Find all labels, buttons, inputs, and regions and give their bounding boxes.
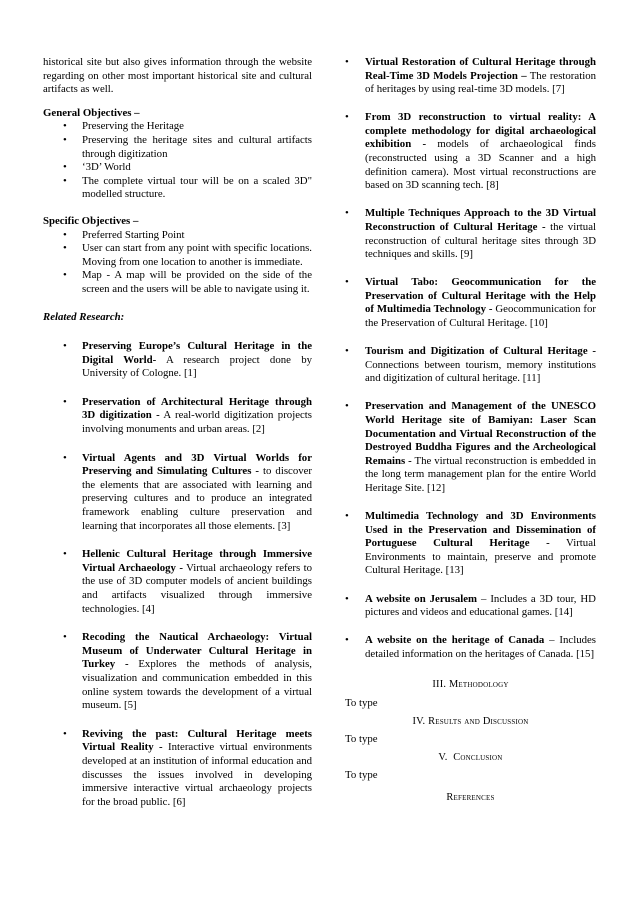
- section-title: References: [446, 791, 495, 803]
- item-text: – Includes a 3D tour, HD pictures and videos and educational games. [14]: [365, 592, 596, 619]
- item-text: Geocommunication for the Preservation of Cultural Heritage. [10]: [365, 303, 597, 329]
- related-research-heading: Related Research:: [43, 310, 125, 323]
- specific-objectives-list: [43, 229, 312, 297]
- item-text: to discover the elements that are associated with learning and preserving cultures and to produce an integrated framework enabling culture preservation and learning that incorporates all those elements. [3]: [82, 465, 313, 532]
- left-column: [43, 56, 312, 809]
- general-objectives-heading: General Objectives –: [43, 106, 140, 119]
- section-title: Conclusion: [453, 751, 503, 763]
- list-item: • Preserving the Heritage: [43, 120, 312, 134]
- item-title: Multimedia Technology and 3D Environments Used in the Preservation and Dissemination of Portuguese Cultural Heritage -: [365, 510, 596, 550]
- section-heading-results: [345, 715, 596, 729]
- list-item: • ‘3D’ World: [43, 161, 312, 175]
- item-text: The restoration of heritages by using real-time 3D models. [7]: [365, 69, 596, 96]
- list-item: [43, 631, 312, 713]
- list-item: • Preserving the heritage sites and cultural artifacts through digitization: [43, 134, 312, 161]
- section-body: To type: [345, 733, 378, 746]
- item-title: Hellenic Cultural Heritage through Immersive Virtual Archaeology -: [82, 548, 312, 574]
- section-heading-conclusion: [345, 751, 596, 765]
- item-title: Preservation and Management of the UNESCO World Heritage site of Bamiyan: Laser Scan Documentation and Virtual Reconstruction of the Destroyed Buddha Figures and the Archeological Remains -: [365, 400, 596, 467]
- item-title: A website on Jerusalem: [365, 592, 478, 605]
- item-text: Connections between tourism, memory institutions and digitization of cultural heritage. [11]: [365, 358, 596, 385]
- list-item: [345, 593, 596, 620]
- section-title: Results and Discussion: [428, 715, 529, 727]
- item-title: Virtual Tabo: Geocommunication for the Preservation of Cultural Heritage with the Help of Multimedia Technology -: [365, 276, 596, 316]
- item-text: The virtual reconstruction is embedded in the long term management plan for the entire World Heritage Site. [12]: [365, 454, 597, 494]
- related-research-list: [43, 340, 312, 809]
- list-item: [345, 510, 596, 578]
- item-title: Reviving the past: Cultural Heritage meets Virtual Reality -: [82, 727, 312, 754]
- item-title: Preservation of Architectural Heritage through 3D digitization -: [82, 395, 312, 422]
- section-number: III.: [432, 679, 447, 691]
- section-heading-references: [345, 791, 596, 805]
- right-column: [345, 56, 596, 805]
- list-item: [43, 728, 312, 810]
- list-item: • Map - A map will be provided on the side of the screen and the users will be able to navigate using it.: [43, 269, 312, 296]
- section-body: To type: [345, 696, 378, 709]
- item-title: Virtual Agents and 3D Virtual Worlds for Preserving and Simulating Cultures -: [82, 451, 312, 478]
- item-title: Virtual Restoration of Cultural Heritage through Real-Time 3D Models Projection –: [365, 56, 596, 82]
- list-item: [345, 56, 596, 97]
- item-title: Preserving Europe’s Cultural Heritage in the Digital World-: [82, 340, 312, 366]
- list-item: [345, 345, 596, 386]
- item-text: Virtual archaeology refers to the use of 3D computer models of ancient buildings and artifacts visualized through immersive technologies. [4]: [82, 561, 312, 615]
- item-text: the virtual reconstruction of cultural heritage sites through 3D techniques and skills. [9]: [365, 220, 596, 261]
- list-item: [345, 634, 596, 661]
- intro-paragraph: historical site but also gives information through the website regarding on other most important historical site and cultural artifacts as well.: [43, 56, 312, 96]
- list-item: • Preferred Starting Point: [43, 229, 312, 243]
- list-item: [43, 396, 312, 437]
- item-text: A research project done by University of Cologne. [1]: [82, 353, 312, 380]
- item-text: Virtual Environments to maintain, preserve and promote Cultural Heritage. [13]: [365, 537, 596, 577]
- general-objectives-list: [43, 120, 312, 202]
- list-item: [345, 111, 596, 193]
- section-body: To type: [345, 769, 378, 782]
- list-item: • The complete virtual tour will be on a scaled 3D" modelled structure.: [43, 175, 312, 202]
- item-title: A website on the heritage of Canada: [365, 634, 545, 647]
- specific-objectives-heading: Specific Objectives –: [43, 214, 139, 227]
- item-title: Tourism and Digitization of Cultural Heritage -: [365, 345, 596, 358]
- item-text: Explores the methods of analysis, visualization and communication embedded in this online system towards the development of a virtual museum. [5]: [82, 658, 312, 712]
- item-text: – Includes detailed information on the heritages of Canada. [15]: [365, 634, 596, 660]
- section-number: V.: [438, 751, 448, 763]
- related-research-list-continued: [345, 56, 596, 661]
- item-text: models of archaeological finds (reconstructed using a 3D Scanner and a high definition camera). Most virtual reconstructions are based on 3D scanning tech. [8]: [365, 138, 596, 192]
- section-number: IV.: [412, 715, 426, 727]
- section-title: Methodology: [448, 679, 509, 691]
- list-item: [43, 452, 312, 534]
- item-text: Interactive virtual environments developed at an institution of informal education and discusses the issues involved in developing immersive interactive virtual archaeology projects for the broad public. [6]: [82, 741, 312, 808]
- list-item: [345, 207, 596, 261]
- list-item: [345, 276, 596, 330]
- item-title: Multiple Techniques Approach to the 3D Virtual Reconstruction of Cultural Heritage -: [365, 207, 596, 233]
- list-item: • User can start from any point with specific locations. Moving from one location to another is immediate.: [43, 242, 312, 269]
- item-text: A real-world digitization projects involving monuments and urban areas. [2]: [82, 409, 312, 436]
- list-item: [43, 548, 312, 616]
- section-heading-methodology: [345, 678, 596, 692]
- item-title: Recoding the Nautical Archaeology: Virtual Museum of Underwater Cultural Heritage in Turkey -: [82, 631, 312, 671]
- item-title: From 3D reconstruction to virtual reality: A complete methodology for digital archaeological exhibition -: [365, 111, 596, 151]
- list-item: [43, 340, 312, 381]
- list-item: [345, 400, 596, 495]
